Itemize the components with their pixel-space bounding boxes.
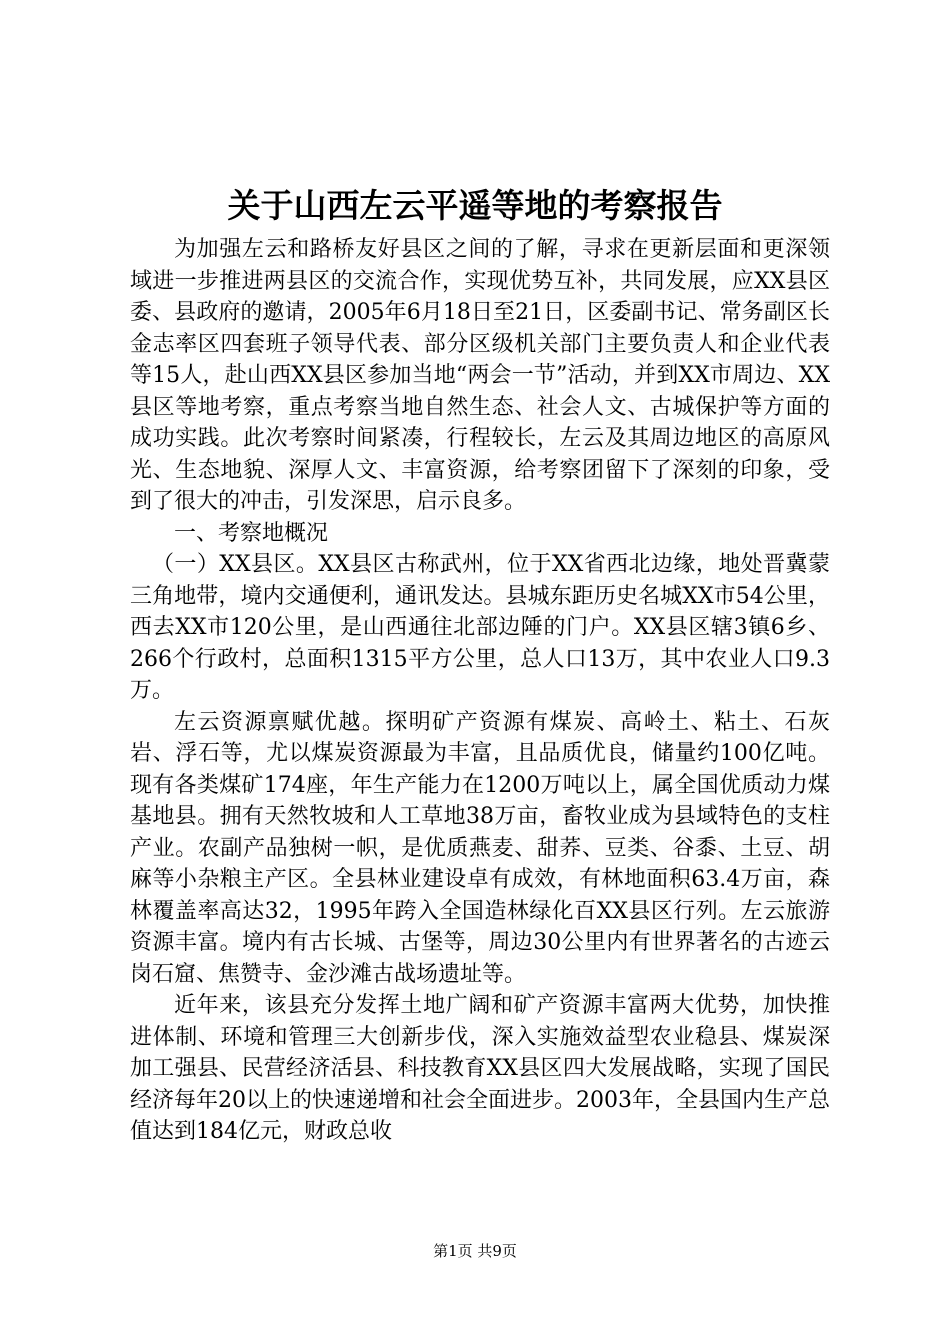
development-paragraph: 近年来，该县充分发挥土地广阔和矿产资源丰富两大优势，加快推进体制、环境和管理三大创新步伐，深入实施效益型农业稳县、煤炭深加工强县、民营经济活县、科技教育XX县区四大发展战略，实现了国民经济每年20以上的快速递增和社会全面进步。2003年，全县国内生产总值达到184亿元，财政总收 xyxy=(130,993,830,1144)
document-title: 关于山西左云平遥等地的考察报告 xyxy=(227,186,723,225)
resources-paragraph: 左云资源禀赋优越。探明矿产资源有煤炭、高岭土、粘土、石灰岩、浮石等，尤以煤炭资源最为丰富，且品质优良，储量约100亿吨。现有各类煤矿174座，年生产能力在1200万吨以上，属全国优质动力煤基地县。拥有天然牧坡和人工草地38万亩，畜牧业成为县域特色的支柱产业。农副产品独树一帜，是优质燕麦、甜荞、豆类、谷黍、土豆、胡麻等小杂粮主产区。全县林业建设卓有成效，有林地面积63.4万亩，森林覆盖率高达32，1995年跨入全国造林绿化百XX县区行列。左云旅游资源丰富。境内有古长城、古堡等，周边30公里内有世界著名的古迹云岗石窟、焦赞寺、金沙滩古战场遗址等。 xyxy=(130,709,830,987)
intro-paragraph: 为加强左云和路桥友好县区之间的了解，寻求在更新层面和更深领域进一步推进两县区的交流合作，实现优势互补，共同发展，应XX县区委、县政府的邀请，2005年6月18日至21日，区委副书记、常务副区长金志率区四套班子领导代表、部分区级机关部门主要负责人和企业代表等15人，赴山西XX县区参加当地“两会一节”活动，并到XX市周边、XX县区等地考察，重点考察当地自然生态、社会人文、古城保护等方面的成功实践。此次考察时间紧凑，行程较长，左云及其周边地区的高原风光、生态地貌、深厚人文、丰富资源，给考察团留下了深刻的印象，受到了很大的冲击，引发深思，启示良多。 xyxy=(130,237,830,514)
page-footer: 第1页 共9页 xyxy=(433,1242,517,1260)
county-overview-paragraph: （一）XX县区。XX县区古称武州，位于XX省西北边缘，地处晋冀蒙三角地带，境内交通便利，通讯发达。县城东距历史名城XX市54公里，西去XX市120公里，是山西通往北部边陲的门户。XX县区辖3镇6乡、266个行政村，总面积1315平方公里，总人口13万，其中农业人口9.3万。 xyxy=(130,552,830,703)
section-heading: 一、考察地概况 xyxy=(174,520,329,546)
document-body xyxy=(130,234,830,1148)
